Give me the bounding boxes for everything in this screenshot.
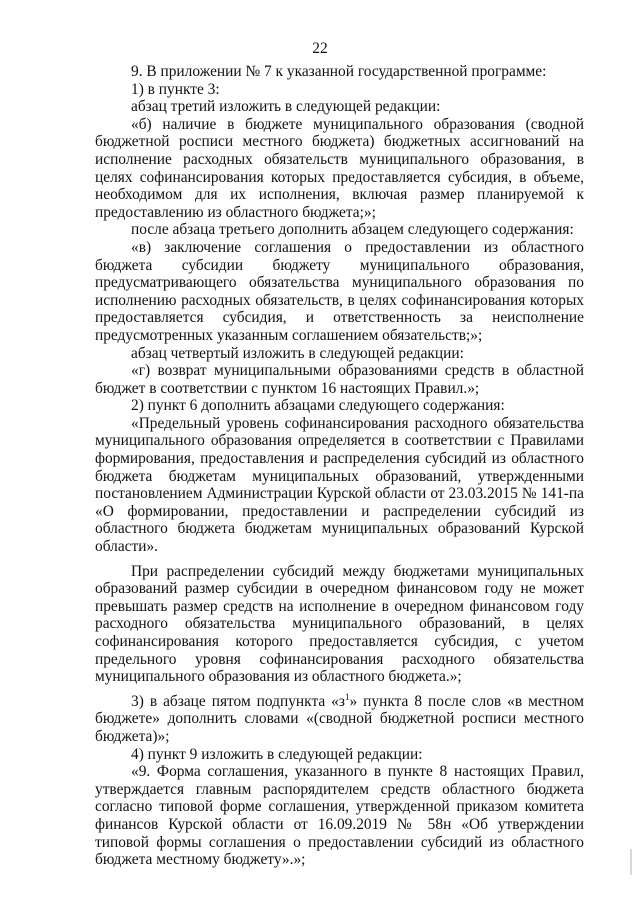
- subitem-3-text-before: 3) в абзаце пятом подпункта «з: [131, 692, 345, 710]
- subitem-1-heading: 1) в пункте 3:: [131, 80, 220, 98]
- subitem-3-paragraph: [95, 693, 584, 746]
- quoted-paragraph-v: «в) заключение соглашения о предоставлении из областного бюджета субсидии бюджету муниципального образования, предусматривающего обязательства муниципального образования по исполнению расходных обязательств, в целях софинансирования которых предоставляется субсидия, и ответственность за неисполнение предусмотренных указанным соглашением обязательств;»;: [95, 238, 584, 344]
- quoted-paragraph-cofinancing-level: «Предельный уровень софинансирования расходного обязательства муниципального образования определяется в соответствии с Правилами формирования, предоставления и распределения субсидий из областного бюджета бюджетам муниципальных образований, утвержденными постановлением Администрации Курской области от 23.03.2015 № 141-па «О формировании, предоставлении и распределении субсидий из областного бюджета бюджетам муниципальных образований Курской области».: [95, 414, 584, 556]
- instruction-paragraph: абзац четвертый изложить в следующей редакции:: [131, 344, 464, 362]
- subitem-2-heading: 2) пункт 6 дополнить абзацами следующего содержания:: [131, 397, 505, 415]
- subitem-4-heading: 4) пункт 9 изложить в следующей редакции:: [131, 745, 423, 763]
- quoted-paragraph-b: «б) наличие в бюджете муниципального образования (сводной бюджетной росписи местного бюджета) бюджетных ассигнований на исполнение расходных обязательств муниципального образования, в целях софинансирования которых предоставляется субсидия, в объеме, необходимом для их исполнения, включая размер планируемой к предоставлению из областного бюджета;»;: [95, 115, 584, 221]
- scan-artifact: [630, 849, 632, 875]
- paragraph-subsidy-distribution: При распределении субсидий между бюджетами муниципальных образований размер субсидии в очередном финансовом году не может превышать размер средств на исполнение в очередном финансовом году расходного обязательства муниципального образований, в целях софинансирования которого предоставляется субсидия, с учетом предельного уровня софинансирования расходного обязательства муниципального образования из областного бюджета.»;: [95, 562, 584, 686]
- page-number: 22: [312, 40, 328, 57]
- superscript-marker: 1: [344, 691, 350, 702]
- instruction-paragraph: абзац третий изложить в следующей редакции:: [131, 98, 441, 116]
- instruction-paragraph: после абзаца третьего дополнить абзацем следующего содержания:: [131, 221, 574, 239]
- quoted-paragraph-9: «9. Форма соглашения, указанного в пункте 8 настоящих Правил, утверждается главным распорядителем средств областного бюджета согласно типовой форме соглашения, утвержденной приказом комитета финансов Курской области от 16.09.2019 № 58н «Об утверждении типовой формы соглашения о предоставлении субсидий из областного бюджета местному бюджету».»;: [95, 763, 584, 869]
- paragraph-item-9: 9. В приложении № 7 к указанной государственной программе:: [131, 63, 547, 80]
- subitem-3-text-after: » пункта 8 после слов «в местном бюджете» дополнить словами «(сводной бюджетной росписи местного бюджета)»;: [95, 692, 584, 745]
- body-text: [95, 63, 584, 869]
- quoted-paragraph-g: «г) возврат муниципальными образованиями средств в областной бюджет в соответствии с пунктом 16 настоящих Правил.»;: [95, 362, 584, 397]
